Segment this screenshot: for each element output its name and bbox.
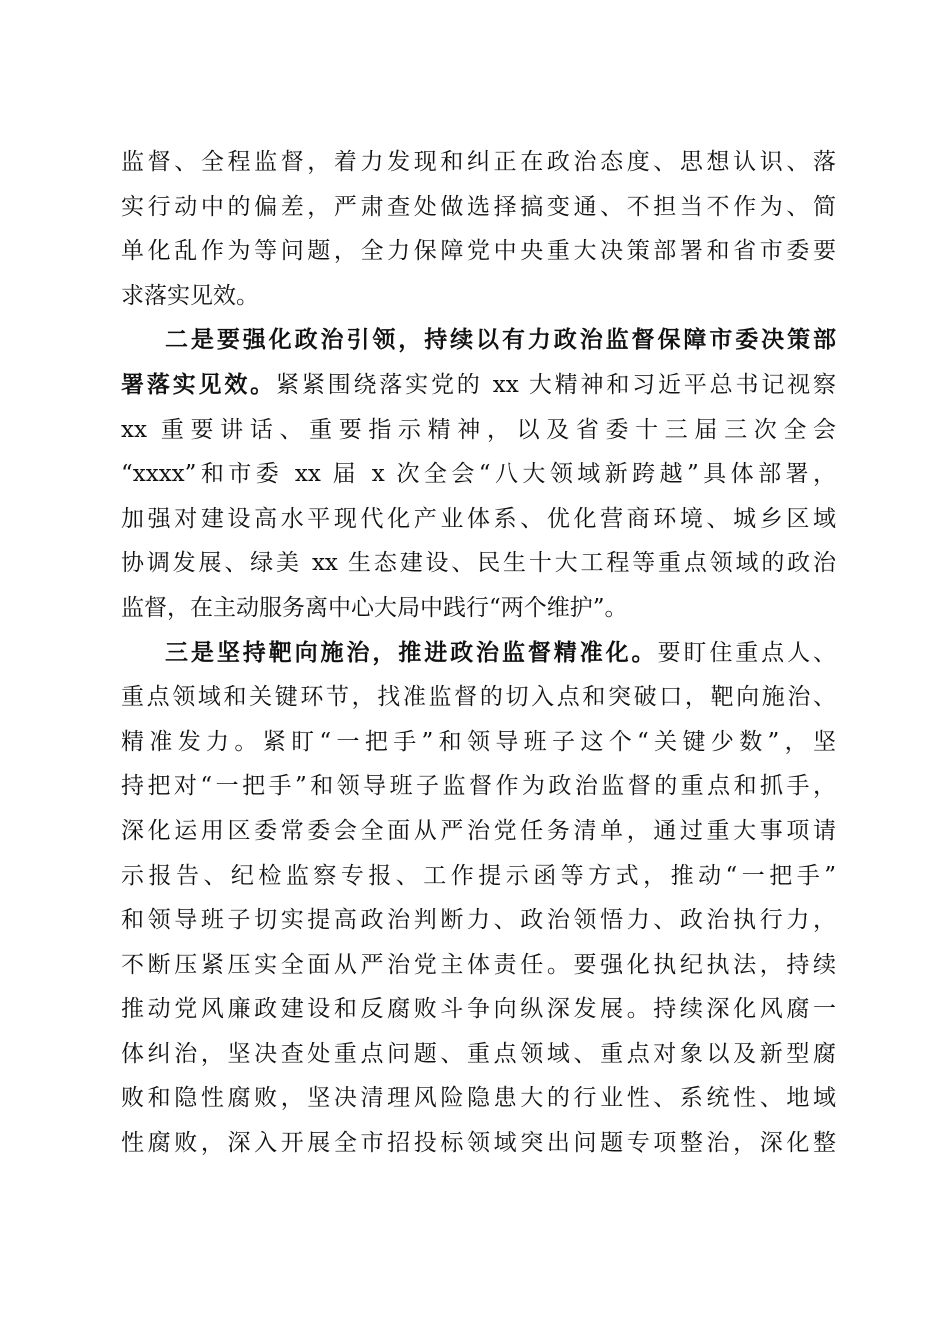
- text-line: [121, 408, 836, 453]
- heading-run: 三是坚持靶向施治，推进政治监督精准化。: [165, 638, 658, 666]
- text-run: 加强对建设高水平现代化产业体系、优化营商环境、城乡区域: [121, 505, 836, 532]
- text-run: 示报告、纪检监察专报、工作提示函等方式，推动“一把手”: [121, 862, 836, 889]
- text-run: 实行动中的偏差，严肃查处做选择搞变通、不担当不作为、简: [121, 193, 836, 220]
- text-run: 单化乱作为等问题，全力保障党中央重大决策部署和省市委要: [121, 238, 836, 265]
- text-line: [121, 363, 836, 408]
- text-run: 协调发展、绿美 xx 生态建设、民生十大工程等重点领域的政治: [121, 550, 836, 577]
- text-run: 深化运用区委常委会全面从严治党任务清单，通过重大事项请: [121, 817, 836, 844]
- text-line: [121, 1121, 836, 1166]
- text-run: 推动党风廉政建设和反腐败斗争向纵深发展。持续深化风腐一: [121, 996, 836, 1023]
- text-run: 求落实见效。: [121, 282, 259, 309]
- text-line: [121, 675, 836, 720]
- text-line: [121, 318, 836, 363]
- text-line: [121, 943, 836, 988]
- text-line: [121, 631, 836, 676]
- heading-run: 二是要强化政治引领，持续以有力政治监督保障市委决策部: [165, 326, 836, 354]
- text-line: [121, 586, 836, 631]
- text-line: [121, 185, 836, 230]
- text-run: “xxxx”和市委 xx 届 x 次全会“八大领域新跨越”具体部署，: [121, 461, 836, 488]
- text-line: [121, 1076, 836, 1121]
- text-run: 体纠治，坚决查处重点问题、重点领域、重点对象以及新型腐: [121, 1040, 836, 1067]
- text-line: [121, 764, 836, 809]
- text-line: [121, 452, 836, 497]
- text-line: [121, 854, 836, 899]
- text-line: [121, 1032, 836, 1077]
- text-line: [121, 497, 836, 542]
- text-line: [121, 140, 836, 185]
- text-line: [121, 229, 836, 274]
- text-line: [121, 274, 836, 319]
- text-run: 不断压紧压实全面从严治党主体责任。要强化执纪执法，持续: [121, 951, 836, 978]
- text-line: [121, 898, 836, 943]
- text-run: 和领导班子切实提高政治判断力、政治领悟力、政治执行力，: [121, 907, 836, 934]
- heading-run: 署落实见效。: [121, 370, 276, 398]
- text-run: 要盯住重点人、: [657, 639, 837, 666]
- text-run: xx 重要讲话、重要指示精神，以及省委十三届三次全会: [121, 416, 836, 443]
- text-run: 败和隐性腐败，坚决清理风险隐患大的行业性、系统性、地域: [121, 1085, 836, 1112]
- text-line: [121, 987, 836, 1032]
- body-text: [121, 140, 836, 1166]
- text-run: 持把对“一把手”和领导班子监督作为政治监督的重点和抓手，: [121, 773, 836, 800]
- text-run: 监督，在主动服务离中心大局中践行“两个维护”。: [121, 594, 628, 621]
- text-run: 性腐败，深入开展全市招投标领域突出问题专项整治，深化整: [121, 1130, 836, 1157]
- text-line: [121, 541, 836, 586]
- text-run: 重点领域和关键环节，找准监督的切入点和突破口，靶向施治、: [121, 684, 836, 711]
- text-run: 紧紧围绕落实党的 xx 大精神和习近平总书记视察: [275, 371, 836, 398]
- text-run: 监督、全程监督，着力发现和纠正在政治态度、思想认识、落: [121, 149, 836, 175]
- text-line: [121, 809, 836, 854]
- text-run: 精准发力。紧盯“一把手”和领导班子这个“关键少数”，坚: [121, 728, 836, 755]
- text-line: [121, 720, 836, 765]
